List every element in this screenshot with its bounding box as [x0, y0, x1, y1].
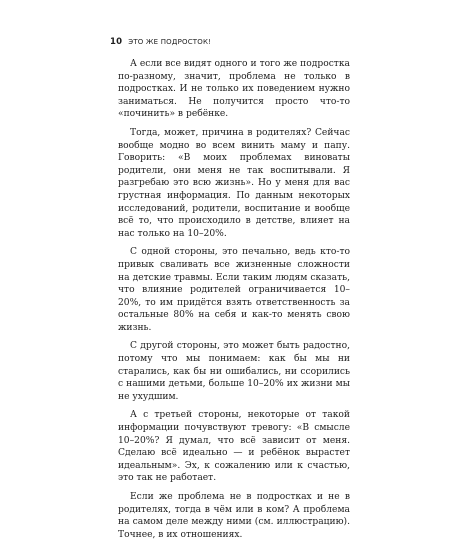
paragraph: Если же проблема не в подростках и не в родителях, тогда в чём или в ком? А проблема на самом деле между ними (см. иллюстрацию). Точнее, в их отношениях.	[118, 492, 350, 540]
paragraph: А если все видят одного и того же подростка по-разному, значит, проблема не только в подростках. И не только их поведением нужно заниматься. Не получится просто что-то «починить» в ребёнке.	[118, 59, 350, 120]
paragraph: С другой стороны, это может быть радостно, потому что мы понимаем: как бы мы ни старались, как бы ни ошибались, ни ссорились с нашими детьми, больше 10–20% их жизни мы не ухудшим.	[118, 341, 350, 402]
body-text	[118, 58, 350, 547]
paragraph: А с третьей стороны, некоторые от такой информации почувствуют тревогу: «В смысле 10–20%? Я думал, что всё зависит от меня. Сделаю всё идеально — и ребёнок вырастет идеальным». Эх, к сожалению или к счастью, это так не работает.	[118, 410, 350, 484]
page-number: 10	[110, 37, 123, 47]
running-head	[110, 36, 211, 48]
paragraph: С одной стороны, это печально, ведь кто-то привык сваливать все жизненные сложности на детские травмы. Если таким людям сказать, что влияние родителей ограничивается 10–20%, то им придётся взять ответственность за остальные 80% на себя и как-то менять свою жизнь.	[118, 247, 350, 333]
paragraph: Тогда, может, причина в родителях? Сейчас вообще модно во всем винить маму и папу. Говорить: «В моих проблемах виноваты родители, они меня не так воспитывали. Я разгребаю это всю жизнь». Но у меня для вас грустная информация. По данным некоторых исследований, родители, воспитание и вообще всё то, что происходило в детстве, влияет на нас только на 10–20%.	[118, 127, 350, 239]
running-title: ЭТО ЖЕ ПОДРОСТОК!	[128, 38, 212, 46]
